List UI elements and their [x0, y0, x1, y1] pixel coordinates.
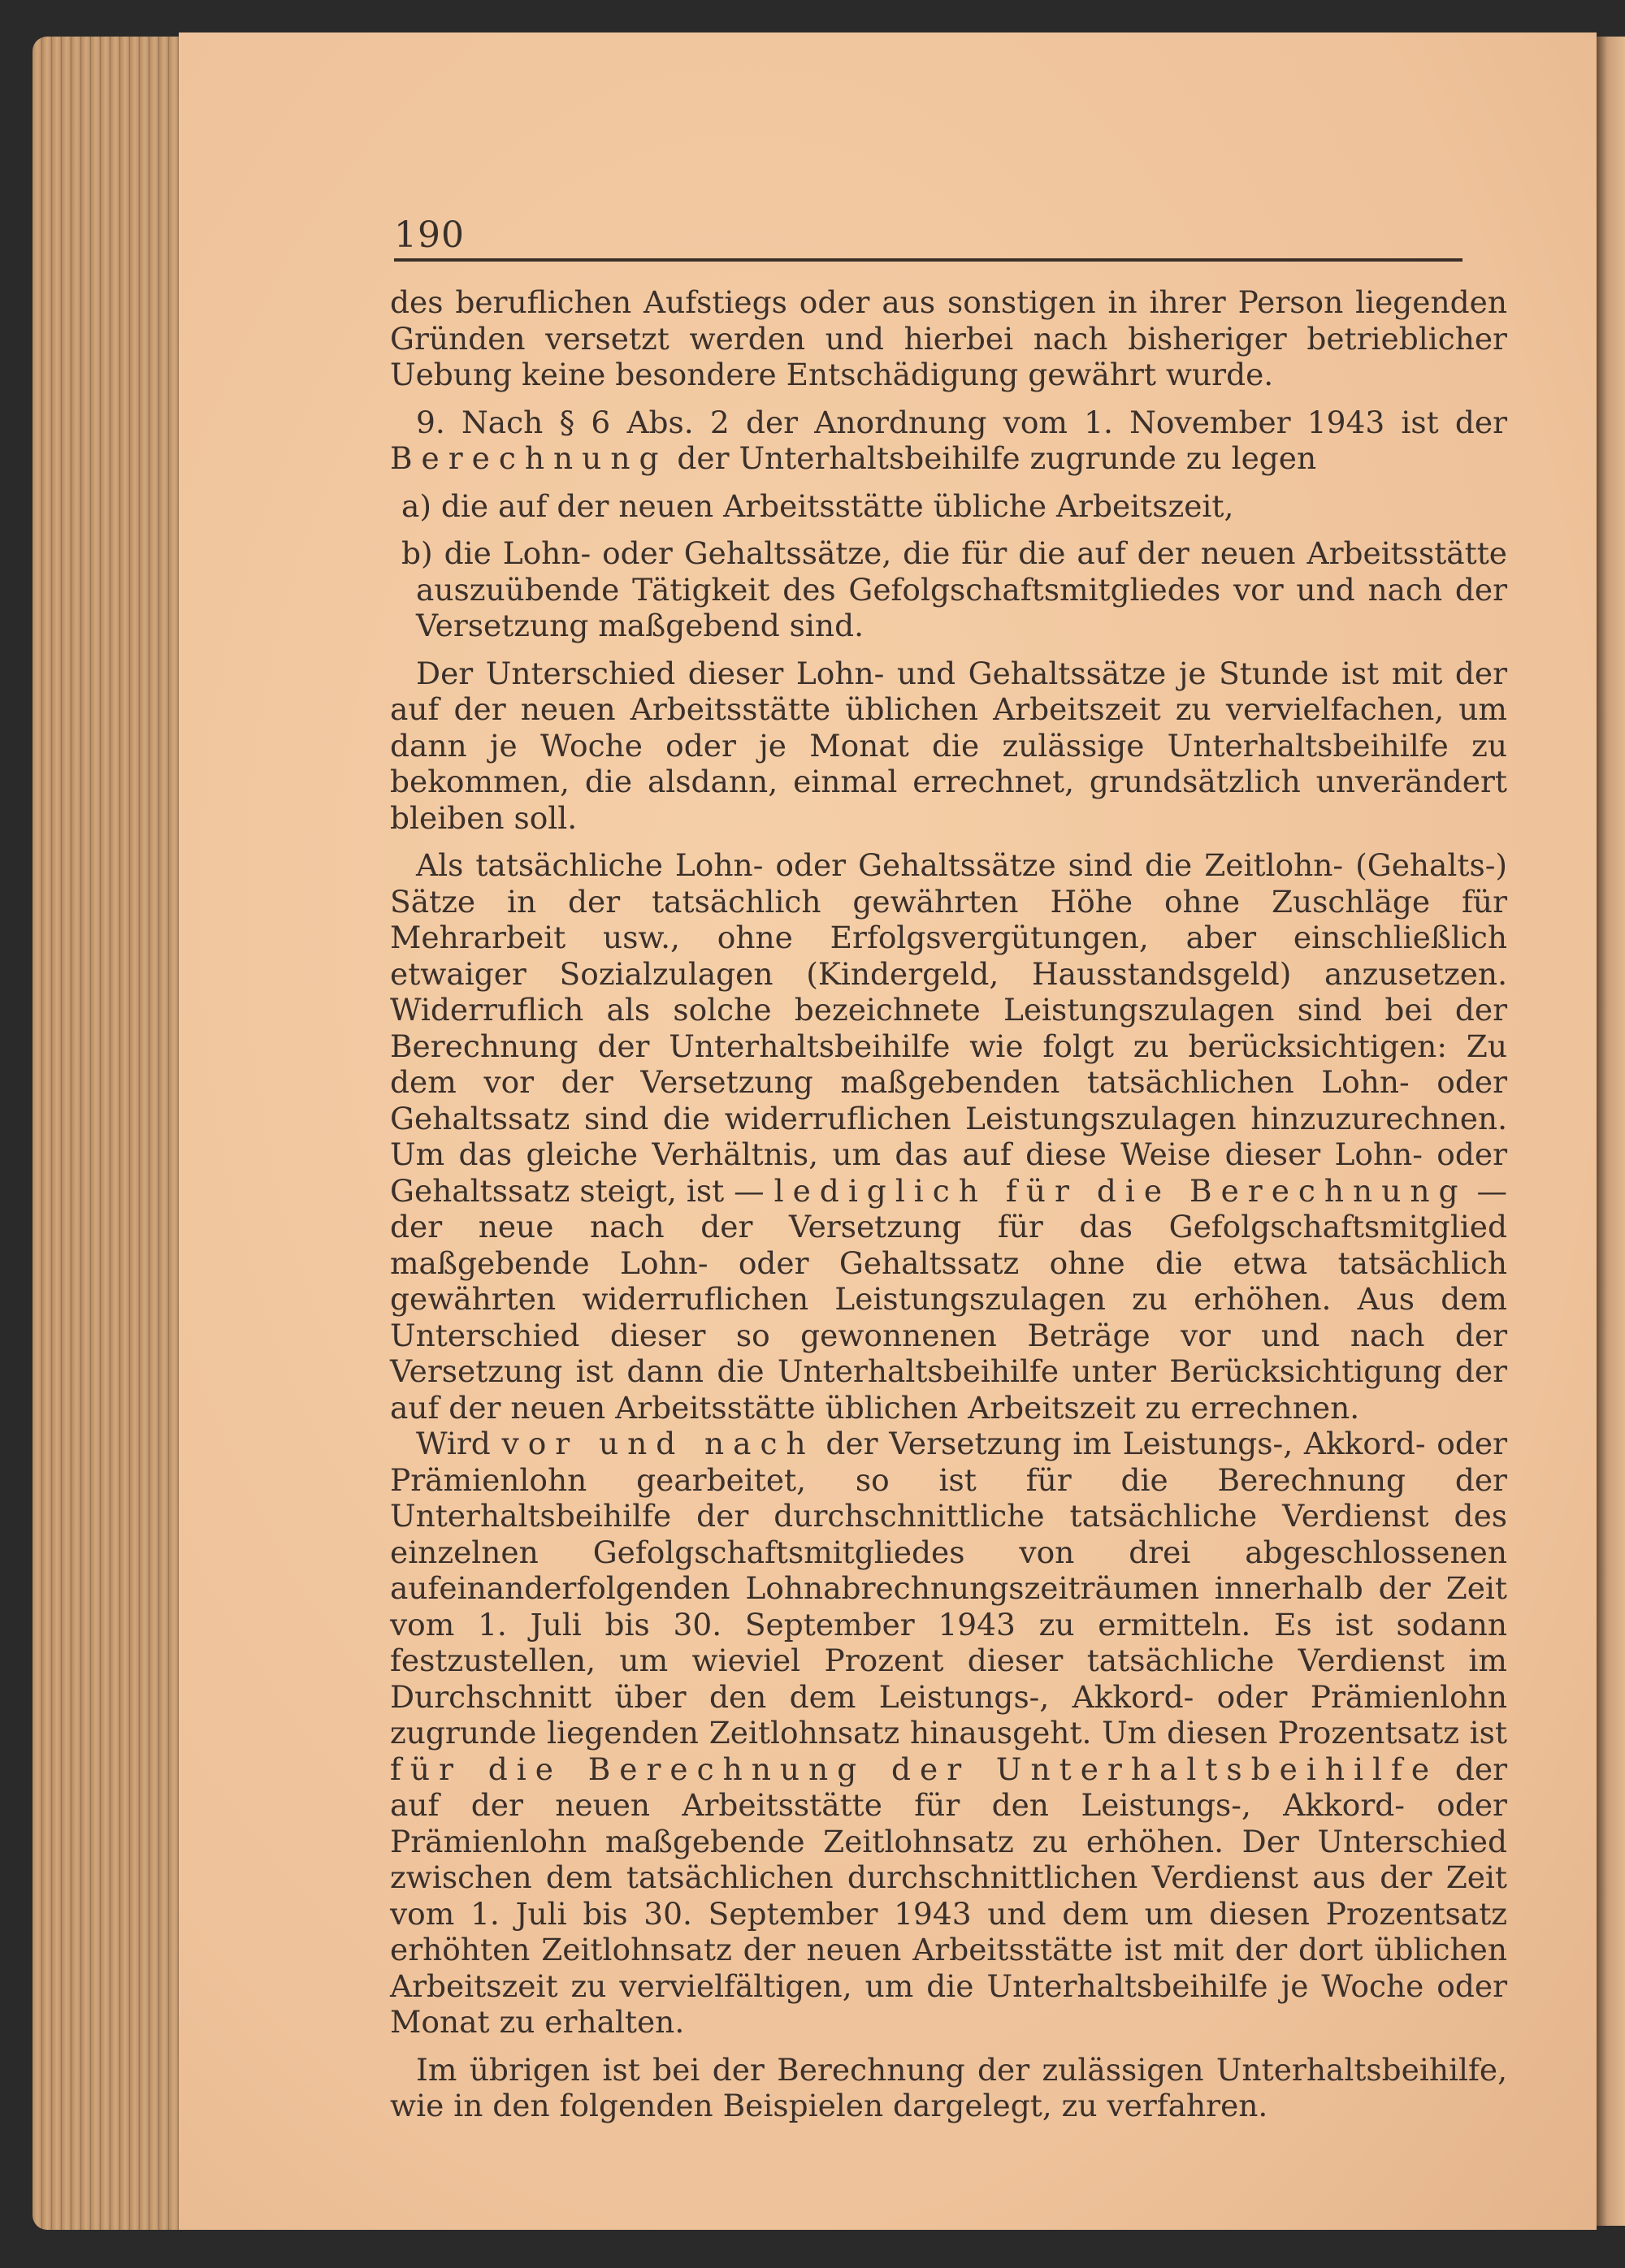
paragraph-3: Der Unterschied dieser Lohn- und Gehaltssätze je Stunde ist mit der auf der neuen Arbeitsstätte üblichen Arbeitszeit zu vervielfachen, um dann je Woche oder je Monat die zulässige Unterhaltsbeihilfe zu bekommen, die alsdann, einmal errechnet, grundsätzlich unverändert bleiben soll. [390, 655, 1507, 836]
paragraph-5-middle: der Versetzung im Leistungs-, Akkord- oder Prämienlohn gearbeitet, so ist für die Berechnung der Unterhaltsbeihilfe der durchschnittliche tatsächliche Verdienst des einzelnen Gefolgschaftsmitgliedes von drei abgeschlossenen aufeinanderfolgenden Lohnabrechnungszeiträumen innerhalb der Zeit vom 1. Juli bis 30. September 1943 zu ermitteln. Es ist sodann festzustellen, um wieviel Prozent dieser tatsächliche Verdienst im Durchschnitt über den dem Leistungs-, Akkord- oder Prämienlohn zugrunde liegenden Zeitlohnsatz hinausgeht. Um diesen Prozentsatz ist [390, 1426, 1508, 1751]
paragraph-4-end: — der neue nach der Versetzung für das Gefolgschaftsmitglied maßgebende Lohn- oder Gehaltssatz ohne die etwa tatsächlich gewährten widerruflichen Leistungszulagen zu erhöhen. Aus dem Unterschied dieser so gewonnenen Beträge vor und nach der Versetzung ist dann die Unterhaltsbeihilfe unter Berücksichtigung der auf der neuen Arbeitsstätte üblichen Arbeitszeit zu errechnen. [390, 1172, 1507, 1426]
paragraph-2 [390, 405, 1507, 477]
paragraph-5-start: Wird [416, 1426, 491, 1461]
page-header [394, 214, 1462, 256]
emphasis-berechnung: Berechnung [390, 440, 668, 476]
page-number: 190 [394, 214, 465, 256]
page-stack-edge [32, 37, 195, 2230]
paragraph-5-end: der auf der neuen Arbeitsstätte für den Leistungs-, Akkord- oder Prämienlohn maßgebende Zeitlohnsatz zu erhöhen. Der Unterschied zwischen dem tatsächlichen durchschnittlichen Verdienst aus der Zeit vom 1. Juli bis 30. September 1943 und dem um diesen Prozentsatz erhöhten Zeitlohnsatz der neuen Arbeitsstätte ist mit der dort üblichen Arbeitszeit zu vervielfältigen, um die Unterhaltsbeihilfe je Woche oder Monat zu erhalten. [390, 1751, 1507, 2040]
paragraph-6: Im übrigen ist bei der Berechnung der zulässigen Unterhaltsbeihilfe, wie in den folgenden Beispielen dargelegt, zu verfahren. [390, 2051, 1507, 2123]
facing-page-edge [1597, 37, 1625, 2226]
paragraph-2-end: der Unterhaltsbeihilfe zugrunde zu legen [677, 440, 1317, 476]
header-rule [394, 258, 1462, 262]
emphasis-lediglich: lediglich für die Berechnung [774, 1172, 1467, 1209]
paragraph-2-start: 9. Nach § 6 Abs. 2 der Anordnung vom 1. November 1943 ist der [416, 404, 1507, 440]
emphasis-vor-und-nach: vor und nach [501, 1426, 815, 1461]
paragraph-4 [390, 847, 1507, 1426]
list-item-b: b) die Lohn- oder Gehaltssätze, die für die auf der neuen Arbeitsstätte auszuübende Tätigkeit des Gefolgschaftsmitgliedes vor und nach der Versetzung maßgebend sind. [401, 535, 1507, 643]
body-text [390, 284, 1507, 2124]
paragraph-1: des beruflichen Aufstiegs oder aus sonstigen in ihrer Person liegenden Gründen versetzt werden und hierbei nach bisheriger betrieblicher Uebung keine besondere Entschädigung gewährt wurde. [390, 284, 1507, 392]
paragraph-4-start: Als tatsächliche Lohn- oder Gehaltssätze sind die Zeitlohn- (Gehalts-) Sätze in der tatsächlich gewährten Höhe ohne Zuschläge für Mehrarbeit usw., ohne Erfolgsvergütungen, aber einschließlich etwaiger Sozialzulagen (Kindergeld, Hausstandsgeld) anzusetzen. Widerruflich als solche bezeichnete Leistungszulagen sind bei der Berechnung der Unterhaltsbeihilfe wie folgt zu berücksichtigen: Zu dem vor der Versetzung maßgebenden tatsächlichen Lohn- oder Gehaltssatz sind die widerruflichen Leistungszulagen hinzuzurechnen. Um das gleiche Verhältnis, um das auf diese Weise dieser Lohn- oder Gehaltssatz steigt, ist — [390, 847, 1507, 1209]
emphasis-fuer-die-berechnung: für die Berechnung der Unterhaltsbeihilfe [390, 1751, 1439, 1787]
paragraph-5 [390, 1426, 1507, 2041]
list-item-a: a) die auf der neuen Arbeitsstätte übliche Arbeitszeit, [401, 487, 1234, 524]
